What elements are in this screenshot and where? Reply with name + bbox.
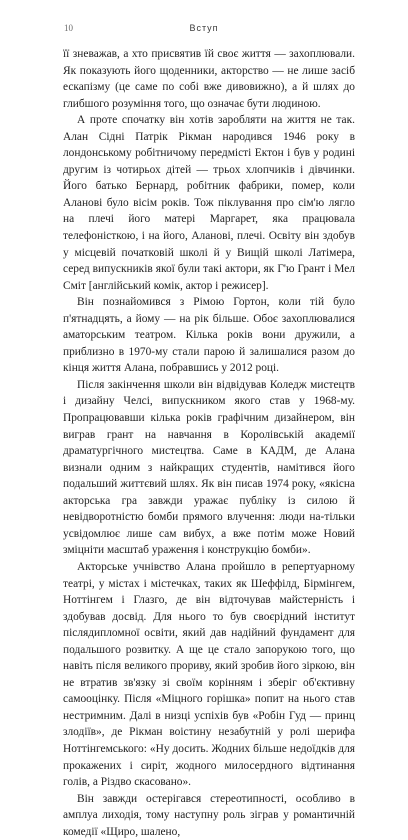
paragraph-1: її зневажав, а хто присвятив їй своє життя — захоплювали. Як показують його щоденники, акторство — не лише засіб ескапізму (це саме по собі вже дивовижно), а й шлях до глибшого розуміння того, що означає бути людиною. bbox=[63, 48, 355, 110]
body-text bbox=[63, 46, 355, 840]
paragraph-2: А проте спочатку він хотів заробляти на життя не так. Алан Сідні Патрік Рікман народився 1946 року в лондонському робітничому передмісті Ектон і був у родині другим із чотирьох дітей — трьох хлопчиків і дівчинки. Його батько Бернард, робітник фабрики, помер, коли Аланові було вісім років. Тож піклування про сім'ю лягло на плечі його матері Маргарет, яка працювала телефоністкою, і на його, Аланові, плечі. Освіту він здобув у місцевій початковій школі й у Вищій школі Латімера, серед випускників якої були такі актори, як Г'ю Грант і Мел Сміт [англійський комік, актор і режисер]. bbox=[63, 114, 355, 292]
paragraph-5: Акторське учнівство Алана пройшло в репертуарному театрі, у містах і містечках, таких як Шеффілд, Бірмінгем, Ноттінгем і Глазго, де він відточував майстерність і здобував досвід. Для нього то був своєрідний інститут післядипломної освіти, який дав надійний фундамент для подальшого розвитку. А ще це стало запорукою того, що навіть після великого прориву, який зробив його зіркою, він не втратив зв'язку зі своїм корінням і зберіг об'єктивну самооцінку. Після «Міцного горішка» попит на нього став нестримним. Далі в низці успіхів був «Робін Гуд — принц злодіїв», де Рікман воістину незабутній у ролі шерифа Ноттінгемського: «Ну досить. Жодних більше недоїдків для прокажених і сиріт, жодного милосердного відтинання голів, а Різдво скасовано». bbox=[63, 560, 355, 789]
page-number: 10 bbox=[64, 23, 73, 33]
section-title: Вступ bbox=[189, 23, 219, 33]
paragraph-6: Він завжди остерігався стереотипності, особливо в амплуа лиходія, тому наступну роль зіграв у романтичній комедії «Щиро, шалено, bbox=[63, 792, 355, 838]
running-head bbox=[0, 21, 408, 35]
paragraph-3: Він познайомився з Рімою Гортон, коли тій було п'ятнадцять, а йому — на рік більше. Обоє захоплювалися аматорським театром. Кілька років вони дружили, а приблизно в 1970-му стали парою й залишалися разом до кінця життя Алана, побравшись у 2012 році. bbox=[63, 296, 355, 375]
paragraph-4: Після закінчення школи він відвідував Коледж мистецтв і дизайну Челсі, випускником якого став у 1968-му. Пропрацювавши кілька років графічним дизайнером, він виграв грант на навчання в Королівській академії драматургічного мистецтва. Саме в КАДМ, де Алана визнали одним з найкращих студентів, намітився його подальший життєвий шлях. Як він писав 1974 року, «якісна акторська гра завжди уражає публіку із силою й невідворотністю бомби прямого влучення: люди на-тільки усвідомлює лише сам вибух, а вже потім може Новий зміцніти масштаб ураження і конструкцію бомби». bbox=[63, 378, 355, 557]
